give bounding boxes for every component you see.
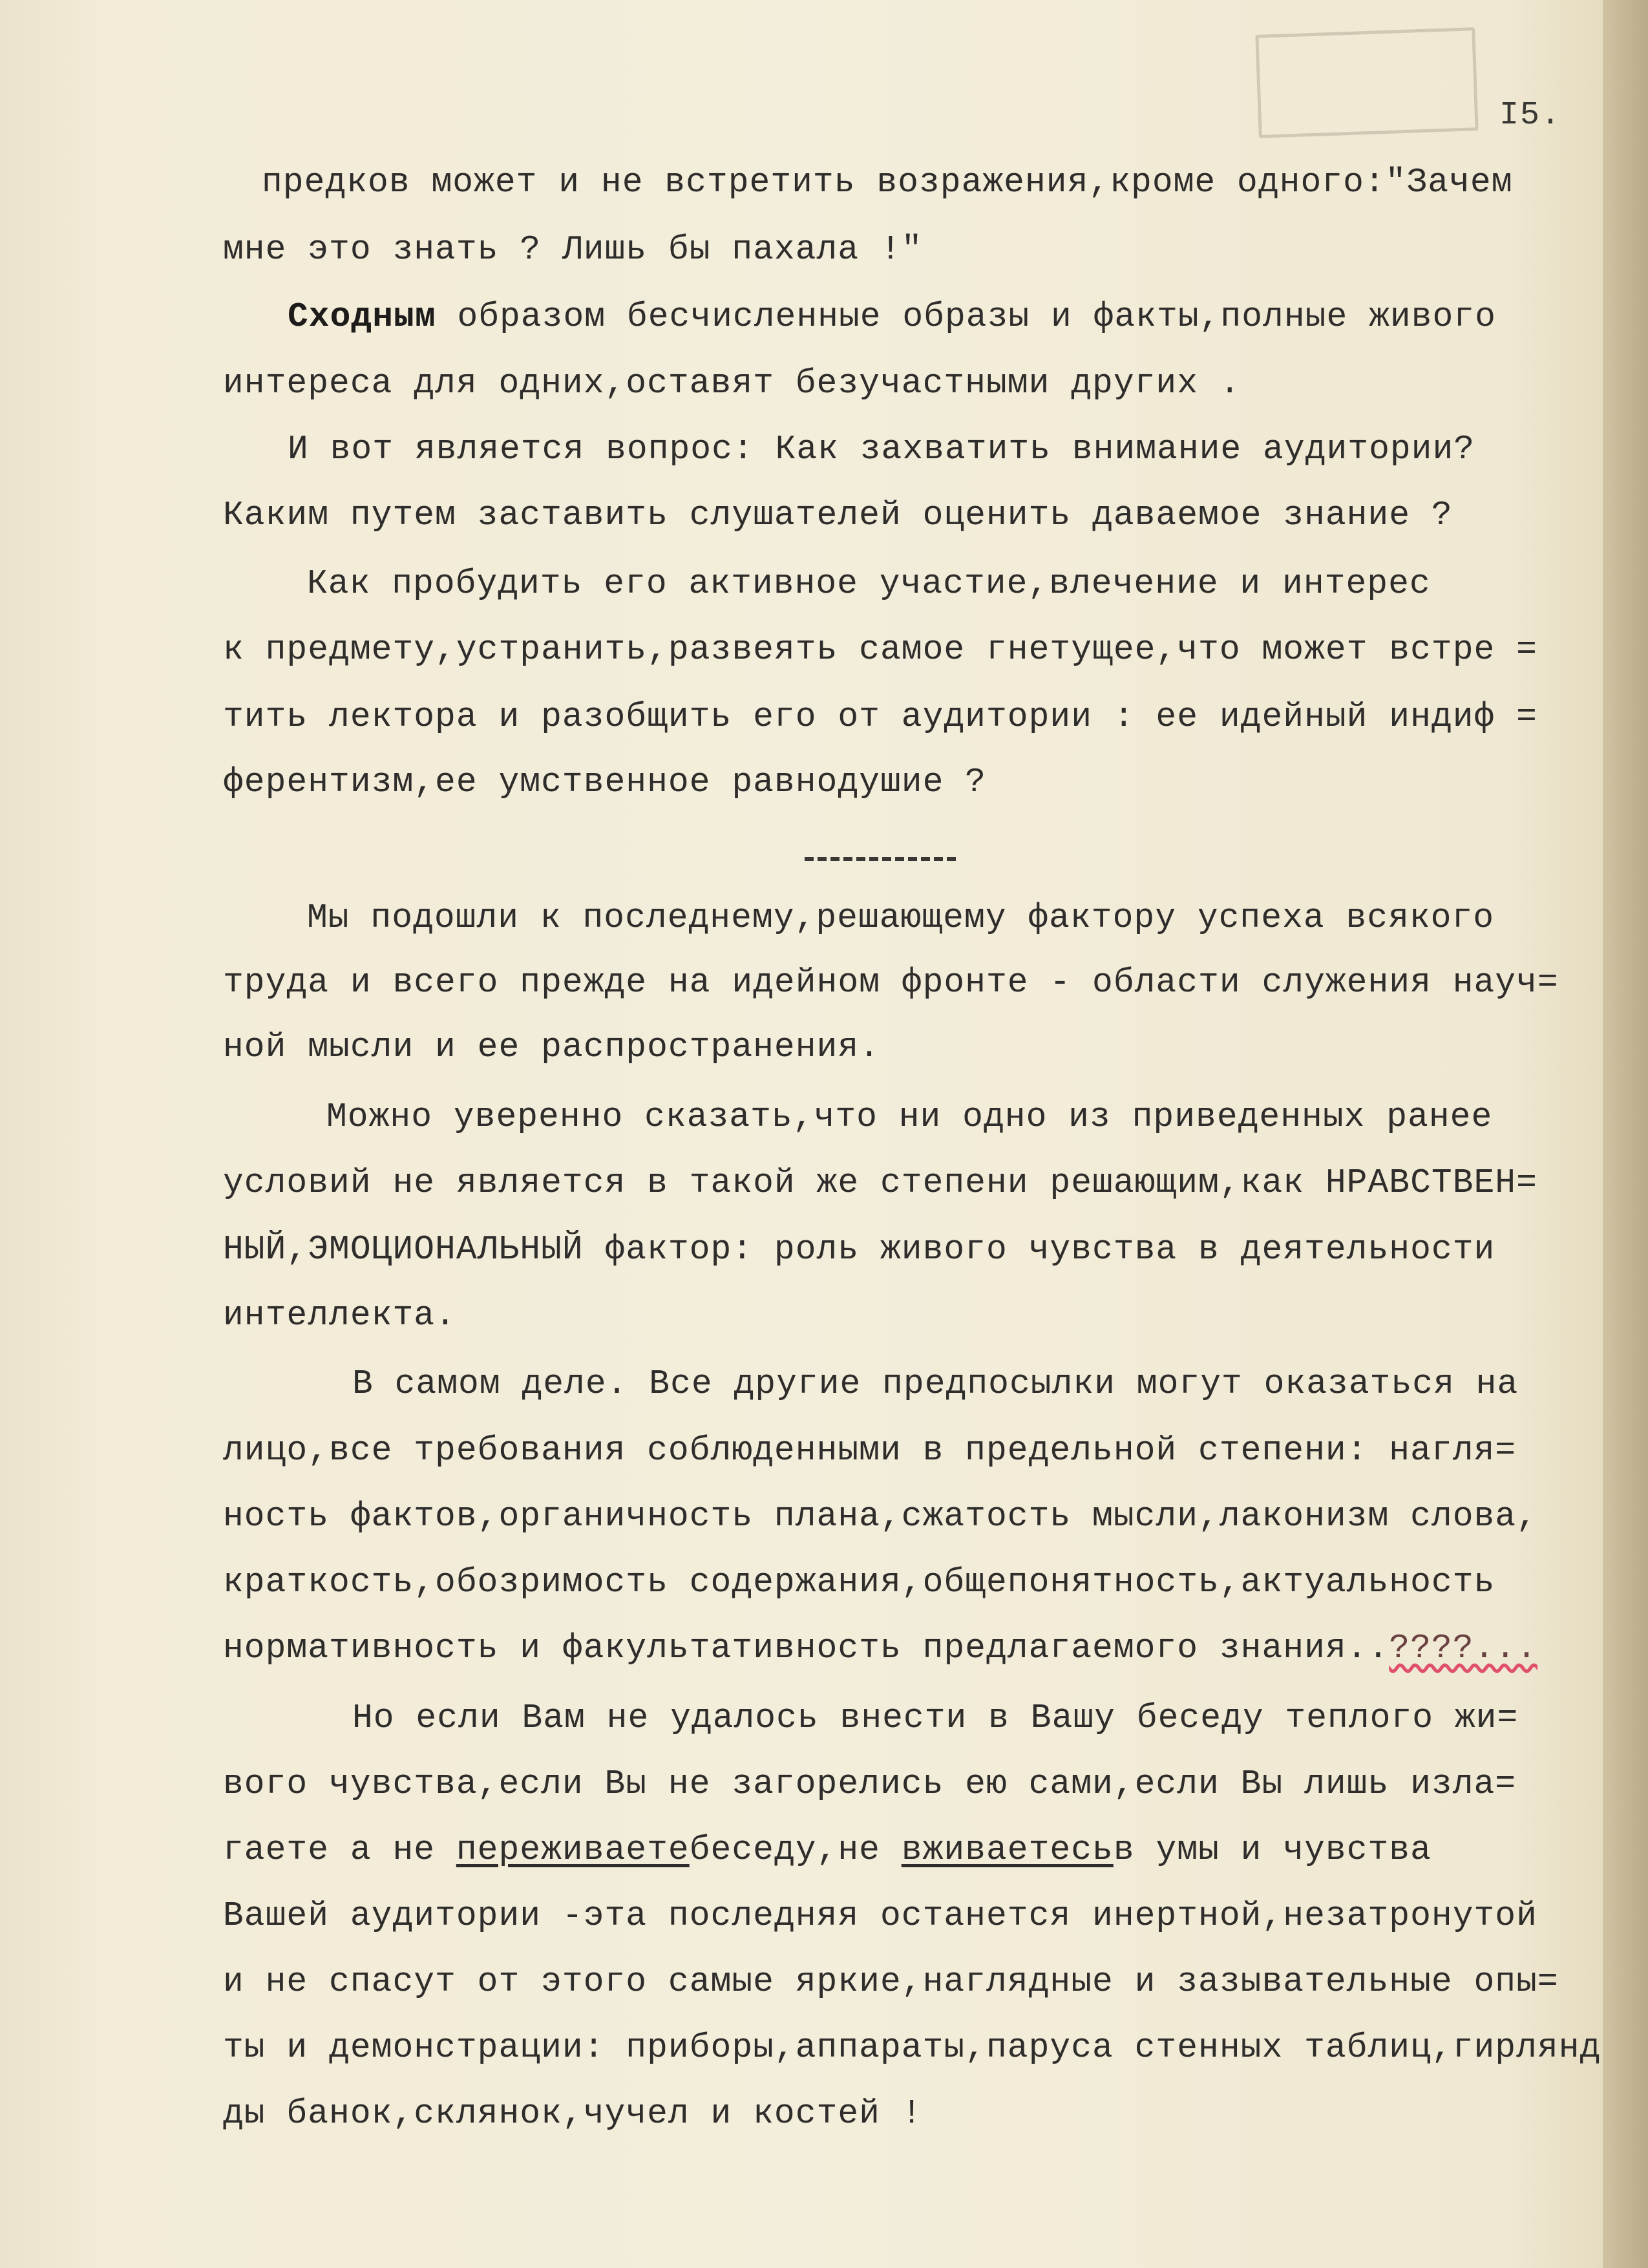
text-span: беседу,не [689,1830,902,1869]
text-span: в умы и чувства [1113,1830,1431,1869]
text-line: ферентизм,ее умственное равнодушие ? [223,763,986,801]
text-line: лицо,все требования соблюденными в предельной степени: нагля= [223,1431,1517,1470]
text-line: Можно уверенно сказать,что ни одно из приведенных ранее [326,1097,1493,1136]
text-line: Каким путем заставить слушателей оценить даваемое знание ? [223,496,1453,535]
text-line: мне это знать ? Лишь бы пахала !" [223,230,923,269]
text-line: Мы подошли к последнему,решающему фактору успеха всякого [307,898,1495,937]
text-span: нормативность и факультативность предлагаемого знания.. [223,1629,1389,1668]
text-line: к предмету,устранить,развеять самое гнетущее,что может встре = [223,630,1537,669]
bold-word: Сходным [288,297,436,336]
section-divider [805,857,960,861]
text-span: гаете а не [223,1830,456,1869]
text-line [223,1830,1431,1869]
text-line: интеллекта. [223,1296,456,1335]
underlined-word: вживаетесь [901,1830,1114,1869]
text-line: ность фактов,органичность плана,сжатость мысли,лаконизм слова, [223,1497,1537,1536]
text-line: условий не является в такой же степени решающим,как НРАВСТВЕН= [223,1163,1537,1202]
text-line: предков может и не встретить возражения,кроме одного:"Зачем [262,163,1513,202]
text-line: интереса для одних,оставят безучастными других . [223,364,1241,403]
text-line [223,1629,1537,1668]
text-line: ной мысли и ее распространения. [223,1028,880,1066]
text-line: краткость,обозримость содержания,общепонятность,актуальность [223,1563,1495,1602]
text-line [288,297,1496,336]
text-line: тить лектора и разобщить его от аудитории : ее идейный индиф = [223,697,1537,736]
red-pencil-mark: ????... [1389,1629,1537,1668]
text-line: Но если Вам не удалось внести в Вашу беседу теплого жи= [352,1699,1519,1737]
text-line: Как пробудить его активное участие,влечение и интерес [307,564,1431,603]
text-line: и не спасут от этого самые яркие,наглядные и зазывательные опы= [223,1962,1559,2001]
page-edge [1603,0,1648,2268]
text-line: Вашей аудитории -эта последняя останется инертной,незатронутой [223,1896,1537,1935]
underlined-word: переживаете [456,1830,690,1869]
text-line: В самом деле. Все другие предпосылки могут оказаться на [352,1364,1519,1403]
text-line: ды банок,склянок,чучел и костей ! [223,2094,923,2133]
page-number: I5. [1499,97,1562,134]
text-line: И вот является вопрос: Как захватить внимание аудитории? [288,430,1475,469]
text-line: вого чувства,если Вы не загорелись ею сами,если Вы лишь изла= [223,1765,1517,1803]
text-line: ты и демонстрации: приборы,аппараты,паруса стенных таблиц,гирлянд [223,2028,1601,2067]
text-line: труда и всего прежде на идейном фронте - области служения науч= [223,963,1559,1002]
archive-stamp [1255,27,1478,138]
text-line: НЫЙ,ЭМОЦИОНАЛЬНЫЙ фактор: роль живого чувства в деятельности [223,1230,1495,1269]
text-span: образом бесчисленные образы и факты,полные живого [436,297,1496,336]
